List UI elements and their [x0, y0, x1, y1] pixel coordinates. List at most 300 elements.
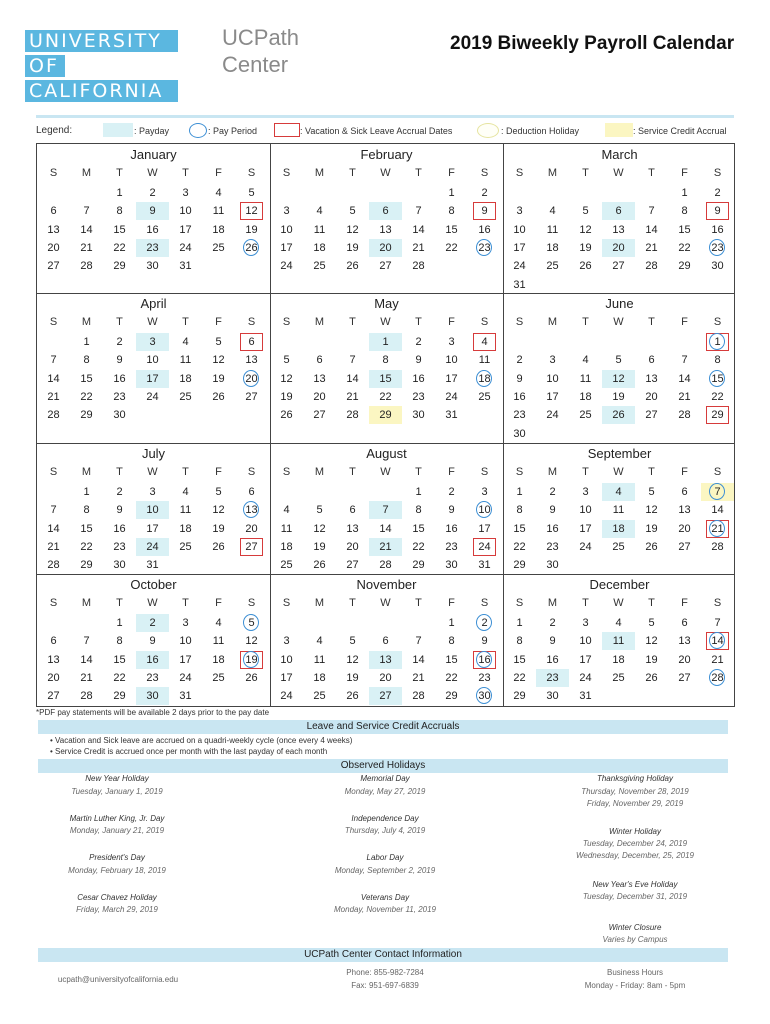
calendar-day: 16 — [136, 651, 169, 669]
calendar-day: 17 — [445, 372, 458, 385]
calendar-day: 17 — [579, 522, 592, 535]
calendar-day: 15 — [412, 522, 425, 535]
calendar-day: 2 — [714, 187, 721, 199]
calendar-day: 4 — [615, 617, 622, 629]
calendar-day: 12 — [313, 522, 326, 535]
grid-divider — [37, 443, 734, 444]
year-calendar — [36, 143, 735, 707]
calendar-day: 25 — [612, 540, 625, 553]
calendar-day: 9 — [701, 202, 734, 220]
calendar-day: 25 — [612, 671, 625, 684]
calendar-day: 9 — [448, 504, 455, 517]
calendar-day: 10 — [468, 501, 501, 519]
calendar-day: 4 — [215, 617, 222, 629]
month-title: December — [589, 577, 650, 592]
calendar-day: 31 — [146, 559, 159, 572]
calendar-day: 24 — [136, 538, 169, 556]
calendar-day: 13 — [612, 223, 625, 236]
calendar-day: 25 — [546, 260, 559, 273]
calendar-day: 13 — [379, 223, 392, 236]
calendar-day: 19 — [313, 540, 326, 553]
weekday-header: F — [448, 597, 455, 609]
weekday-header: S — [247, 316, 256, 328]
calendar-day: 14 — [47, 522, 60, 535]
calendar-day: 19 — [212, 522, 225, 535]
calendar-day: 13 — [369, 651, 402, 669]
calendar-day: 21 — [412, 241, 425, 254]
weekday-header: M — [314, 167, 325, 179]
calendar-day: 11 — [478, 354, 491, 367]
calendar-day: 13 — [235, 501, 268, 519]
calendar-day: 15 — [113, 653, 126, 666]
calendar-day: 1 — [369, 333, 402, 351]
calendar-day: 23 — [113, 540, 126, 553]
calendar-day: 14 — [379, 522, 392, 535]
weekday-header: S — [282, 167, 291, 179]
calendar-day: 24 — [513, 260, 526, 273]
calendar-day: 23 — [536, 669, 569, 687]
calendar-day: 28 — [47, 409, 60, 422]
weekday-header: S — [282, 597, 291, 609]
calendar-day: 22 — [113, 241, 126, 254]
calendar-day: 28 — [701, 669, 734, 687]
calendar-day: 27 — [379, 260, 392, 273]
calendar-day: 22 — [412, 540, 425, 553]
calendar-day: 7 — [349, 354, 356, 367]
calendar-day: 29 — [80, 559, 93, 572]
calendar-day: 26 — [602, 406, 635, 424]
calendar-day: 15 — [445, 223, 458, 236]
calendar-day: 7 — [369, 501, 402, 519]
calendar-day: 31 — [513, 278, 526, 291]
calendar-day: 18 — [179, 522, 192, 535]
calendar-day: 2 — [149, 187, 156, 199]
calendar-day: 25 — [212, 241, 225, 254]
weekday-header: T — [582, 167, 589, 179]
calendar-day: 10 — [513, 223, 526, 236]
calendar-day: 11 — [579, 372, 592, 385]
calendar-day: 20 — [47, 671, 60, 684]
calendar-day: 23 — [412, 390, 425, 403]
weekday-header: S — [480, 466, 489, 478]
calendar-day: 3 — [283, 205, 290, 218]
calendar-day: 3 — [448, 336, 455, 348]
calendar-day: 3 — [582, 617, 589, 629]
calendar-day: 28 — [80, 260, 93, 273]
weekday-header: S — [49, 597, 58, 609]
calendar-day: 7 — [681, 354, 688, 367]
calendar-day: 10 — [179, 205, 192, 218]
weekday-header: M — [547, 316, 558, 328]
calendar-day: 27 — [369, 687, 402, 705]
calendar-day: 26 — [245, 671, 258, 684]
calendar-day: 4 — [468, 333, 501, 351]
holiday-name: Memorial Day — [360, 774, 410, 783]
weekday-header: S — [49, 167, 58, 179]
calendar-day: 16 — [711, 223, 724, 236]
calendar-day: 26 — [346, 690, 359, 703]
calendar-day: 22 — [445, 241, 458, 254]
calendar-day: 5 — [582, 205, 589, 218]
calendar-day: 31 — [478, 559, 491, 572]
calendar-day: 2 — [481, 187, 488, 199]
holiday-name: Veterans Day — [360, 893, 410, 902]
calendar-day: 18 — [212, 223, 225, 236]
calendar-day: 6 — [681, 486, 688, 498]
calendar-day: 17 — [280, 671, 293, 684]
calendar-day: 2 — [549, 617, 556, 629]
calendar-day: 6 — [681, 617, 688, 629]
calendar-day: 6 — [602, 202, 635, 220]
calendar-day: 6 — [349, 504, 356, 517]
calendar-day: 20 — [602, 239, 635, 257]
vacation-accrual-swatch — [274, 123, 300, 137]
weekday-header: M — [547, 597, 558, 609]
holidays-header: Observed Holidays — [38, 759, 728, 773]
logo-line-3: CALIFORNIA — [25, 80, 178, 102]
weekday-header: W — [380, 597, 391, 609]
calendar-day: 12 — [245, 635, 258, 648]
calendar-day: 10 — [579, 504, 592, 517]
holiday-date: Monday, September 2, 2019 — [334, 866, 436, 875]
calendar-day: 12 — [645, 504, 658, 517]
calendar-day: 14 — [711, 504, 724, 517]
calendar-day: 14 — [346, 372, 359, 385]
calendar-day: 8 — [448, 205, 455, 218]
weekday-header: T — [182, 167, 189, 179]
weekday-header: F — [448, 167, 455, 179]
month-title: January — [130, 147, 177, 162]
calendar-day: 10 — [280, 653, 293, 666]
weekday-header: T — [415, 316, 422, 328]
calendar-day: 7 — [83, 205, 90, 218]
calendar-day: 4 — [182, 486, 189, 498]
calendar-day: 5 — [349, 635, 356, 648]
calendar-day: 16 — [513, 390, 526, 403]
accrual-bullet: • Vacation and Sick leave are accrued on a quadri-weekly cycle (once every 4 weeks) — [50, 736, 353, 745]
calendar-day: 13 — [346, 522, 359, 535]
weekday-header: T — [415, 597, 422, 609]
calendar-day: 20 — [346, 540, 359, 553]
calendar-day: 18 — [313, 241, 326, 254]
calendar-day: 10 — [445, 354, 458, 367]
calendar-day: 30 — [546, 690, 559, 703]
page-title: 2019 Biweekly Payroll Calendar — [450, 33, 735, 54]
calendar-day: 28 — [711, 540, 724, 553]
calendar-day: 27 — [678, 671, 691, 684]
calendar-day: 30 — [412, 409, 425, 422]
calendar-day: 4 — [549, 205, 556, 218]
calendar-day: 29 — [412, 559, 425, 572]
weekday-header: W — [147, 316, 158, 328]
calendar-day: 12 — [280, 372, 293, 385]
calendar-day: 5 — [316, 504, 323, 517]
calendar-day: 7 — [415, 205, 422, 218]
month-title: August — [366, 446, 407, 461]
contact-phone: Phone: 855-982-7284 — [346, 968, 424, 977]
calendar-day: 29 — [113, 690, 126, 703]
calendar-day: 1 — [516, 486, 523, 498]
calendar-day: 1 — [83, 486, 90, 498]
weekday-header: S — [515, 316, 524, 328]
holiday-date: Monday, January 21, 2019 — [69, 826, 165, 835]
weekday-header: S — [480, 316, 489, 328]
calendar-day: 21 — [711, 653, 724, 666]
accrual-bullet: • Service Credit is accrued once per month with the last payday of each month — [50, 747, 328, 756]
calendar-day: 3 — [481, 486, 488, 498]
calendar-day: 25 — [280, 559, 293, 572]
calendar-day: 8 — [116, 635, 123, 648]
calendar-day: 24 — [579, 540, 592, 553]
calendar-day: 24 — [546, 409, 559, 422]
weekday-header: S — [515, 466, 524, 478]
weekday-header: W — [380, 466, 391, 478]
weekday-header: F — [681, 316, 688, 328]
weekday-header: T — [582, 316, 589, 328]
calendar-day: 18 — [612, 653, 625, 666]
calendar-day: 9 — [136, 202, 169, 220]
holiday-name: New Year's Eve Holiday — [592, 880, 678, 889]
calendar-day: 29 — [513, 559, 526, 572]
month-title: July — [141, 446, 166, 461]
weekday-header: T — [648, 316, 655, 328]
calendar-day: 12 — [346, 653, 359, 666]
calendar-day: 8 — [116, 205, 123, 218]
weekday-header: F — [681, 466, 688, 478]
weekday-header: T — [116, 466, 123, 478]
calendar-day: 29 — [369, 406, 402, 424]
calendar-day: 14 — [80, 653, 93, 666]
weekday-header: T — [582, 466, 589, 478]
calendar-day: 30 — [513, 427, 526, 440]
weekday-header: S — [480, 167, 489, 179]
calendar-day: 9 — [415, 354, 422, 367]
calendar-day: 3 — [149, 486, 156, 498]
calendar-day: 23 — [546, 540, 559, 553]
calendar-day: 24 — [445, 390, 458, 403]
calendar-day: 9 — [116, 354, 123, 367]
calendar-day: 30 — [445, 559, 458, 572]
calendar-day: 16 — [445, 522, 458, 535]
weekday-header: F — [215, 466, 222, 478]
weekday-header: S — [713, 597, 722, 609]
weekday-header: T — [182, 316, 189, 328]
calendar-day: 16 — [468, 651, 501, 669]
calendar-day: 27 — [245, 390, 258, 403]
calendar-day: 17 — [513, 241, 526, 254]
contact-header: UCPath Center Contact Information — [38, 948, 728, 962]
calendar-day: 26 — [346, 260, 359, 273]
pdf-note: *PDF pay statements will be available 2 days prior to the pay date — [36, 708, 270, 717]
legend-vacation: : Vacation & Sick Leave Accrual Dates — [300, 126, 453, 136]
weekday-header: T — [116, 597, 123, 609]
accruals-header: Leave and Service Credit Accruals — [38, 720, 728, 734]
weekday-header: M — [81, 597, 92, 609]
calendar-day: 11 — [602, 632, 635, 650]
weekday-header: S — [515, 597, 524, 609]
calendar-day: 7 — [648, 205, 655, 218]
weekday-header: M — [314, 466, 325, 478]
calendar-day: 9 — [116, 504, 123, 517]
calendar-day: 29 — [701, 406, 734, 424]
weekday-header: S — [49, 466, 58, 478]
calendar-day: 4 — [602, 483, 635, 501]
calendar-day: 10 — [146, 354, 159, 367]
calendar-day: 27 — [612, 260, 625, 273]
calendar-day: 28 — [47, 559, 60, 572]
holiday-name: Winter Holiday — [609, 827, 661, 836]
calendar-day: 30 — [113, 559, 126, 572]
calendar-day: 16 — [412, 372, 425, 385]
calendar-day: 21 — [47, 540, 60, 553]
calendar-day: 5 — [215, 336, 222, 348]
calendar-day: 18 — [313, 671, 326, 684]
calendar-day: 8 — [448, 635, 455, 648]
calendar-day: 22 — [80, 540, 93, 553]
calendar-day: 17 — [146, 522, 159, 535]
holiday-date: Monday, November 11, 2019 — [334, 905, 436, 914]
month-title: September — [587, 446, 652, 461]
calendar-day: 27 — [645, 409, 658, 422]
weekday-header: S — [282, 316, 291, 328]
calendar-day: 3 — [182, 187, 189, 199]
holiday-name: Labor Day — [366, 853, 404, 862]
calendar-day: 19 — [346, 671, 359, 684]
weekday-header: T — [349, 167, 356, 179]
calendar-day: 2 — [415, 336, 422, 348]
calendar-day: 2 — [136, 614, 169, 632]
calendar-day: 5 — [248, 187, 255, 199]
calendar-day: 10 — [280, 223, 293, 236]
calendar-day: 28 — [412, 260, 425, 273]
calendar-day: 28 — [379, 559, 392, 572]
holiday-name: President's Day — [89, 853, 145, 862]
calendar-day: 12 — [346, 223, 359, 236]
calendar-day: 20 — [245, 522, 258, 535]
calendar-day: 27 — [235, 538, 268, 556]
calendar-day: 21 — [701, 520, 734, 538]
grid-divider — [37, 293, 734, 294]
calendar-day: 5 — [215, 486, 222, 498]
calendar-day: 3 — [516, 205, 523, 218]
calendar-day: 11 — [212, 635, 225, 648]
logo-line-1: UNIVERSITY — [25, 30, 178, 52]
calendar-day: 22 — [513, 540, 526, 553]
weekday-header: S — [282, 466, 291, 478]
calendar-day: 14 — [645, 223, 658, 236]
calendar-day: 26 — [645, 540, 658, 553]
calendar-day: 8 — [83, 354, 90, 367]
calendar-day: 18 — [602, 520, 635, 538]
calendar-day: 1 — [116, 187, 123, 199]
calendar-day: 20 — [678, 653, 691, 666]
calendar-day: 21 — [47, 390, 60, 403]
calendar-day: 25 — [313, 690, 326, 703]
calendar-day: 3 — [283, 635, 290, 648]
calendar-day: 6 — [316, 354, 323, 367]
service-credit-swatch — [605, 123, 633, 137]
legend — [36, 123, 736, 139]
calendar-day: 17 — [136, 370, 169, 388]
calendar-day: 1 — [701, 333, 734, 351]
calendar-day: 5 — [349, 205, 356, 218]
calendar-day: 20 — [678, 522, 691, 535]
calendar-day: 1 — [448, 617, 455, 629]
holiday-name: Thanksgiving Holiday — [596, 774, 674, 783]
calendar-day: 14 — [701, 632, 734, 650]
calendar-day: 22 — [445, 671, 458, 684]
holiday-date: Varies by Campus — [602, 935, 668, 944]
month-title: February — [360, 147, 413, 162]
weekday-header: W — [380, 316, 391, 328]
weekday-header: M — [314, 316, 325, 328]
calendar-day: 20 — [235, 370, 268, 388]
calendar-day: 7 — [50, 504, 57, 517]
calendar-day: 22 — [678, 241, 691, 254]
calendar-day: 4 — [316, 205, 323, 218]
holiday-date: Monday, May 27, 2019 — [344, 787, 426, 796]
calendar-day: 1 — [415, 486, 422, 498]
pay-period-swatch — [189, 123, 207, 138]
calendar-day: 3 — [549, 354, 556, 367]
calendar-day: 1 — [116, 617, 123, 629]
calendar-day: 5 — [648, 617, 655, 629]
calendar-day: 18 — [468, 370, 501, 388]
calendar-day: 19 — [645, 653, 658, 666]
calendar-day: 3 — [582, 486, 589, 498]
calendar-day: 20 — [379, 671, 392, 684]
weekday-header: S — [713, 466, 722, 478]
calendar-day: 21 — [412, 671, 425, 684]
calendar-day: 26 — [212, 390, 225, 403]
calendar-day: 30 — [146, 260, 159, 273]
weekday-header: S — [247, 597, 256, 609]
weekday-header: F — [448, 466, 455, 478]
weekday-header: F — [681, 597, 688, 609]
calendar-day: 8 — [516, 504, 523, 517]
calendar-day: 16 — [113, 372, 126, 385]
calendar-day: 18 — [546, 241, 559, 254]
calendar-day: 30 — [113, 409, 126, 422]
calendar-day: 17 — [546, 390, 559, 403]
calendar-day: 15 — [678, 223, 691, 236]
calendar-day: 24 — [146, 390, 159, 403]
calendar-day: 12 — [235, 202, 268, 220]
weekday-header: T — [415, 466, 422, 478]
calendar-day: 25 — [313, 260, 326, 273]
calendar-day: 15 — [113, 223, 126, 236]
weekday-header: F — [215, 316, 222, 328]
calendar-day: 16 — [478, 223, 491, 236]
calendar-day: 23 — [113, 390, 126, 403]
weekday-header: T — [648, 167, 655, 179]
weekday-header: T — [415, 167, 422, 179]
calendar-day: 28 — [80, 690, 93, 703]
calendar-day: 14 — [47, 372, 60, 385]
calendar-day: 26 — [313, 559, 326, 572]
calendar-day: 28 — [412, 690, 425, 703]
weekday-header: F — [215, 167, 222, 179]
contact-email[interactable]: ucpath@universityofcalifornia.edu — [57, 975, 179, 984]
month-title: April — [140, 296, 167, 311]
weekday-header: S — [713, 167, 722, 179]
weekday-header: T — [349, 316, 356, 328]
calendar-day: 25 — [179, 390, 192, 403]
calendar-day: 6 — [50, 205, 57, 218]
holiday-date: Tuesday, December 24, 2019 — [582, 839, 688, 848]
calendar-day: 31 — [179, 690, 192, 703]
weekday-header: T — [182, 597, 189, 609]
